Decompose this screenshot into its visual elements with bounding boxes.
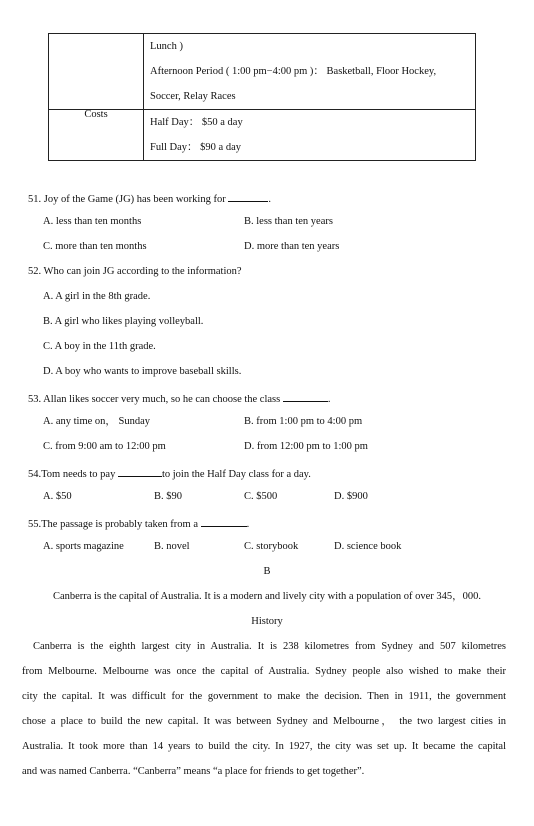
history-heading: History	[251, 616, 283, 627]
option-55-a: A. sports magazine	[43, 541, 124, 552]
table-line: Soccer, Relay Races	[150, 91, 236, 102]
history-line: chose a place to build the new capital. It was between Sydney and Melbourne， the two largest cities in	[22, 716, 506, 727]
table-line: Full Day： $90 a day	[150, 142, 241, 153]
schedule-table	[48, 33, 476, 161]
option-51-b: B. less than ten years	[244, 216, 333, 227]
option-53-a: A. any time on， Sunday	[43, 416, 151, 427]
answer-blank	[201, 517, 247, 527]
history-line: Canberra is the eighth largest city in Australia. It is 238 kilometres from Sydney and 507 kilometres	[33, 641, 506, 652]
option-52-a: A. A girl in the 8th grade.	[43, 291, 151, 302]
table-line: Lunch )	[150, 41, 183, 52]
option-54-b: B. $90	[154, 491, 183, 502]
option-53-b: B. from 1:00 pm to 4:00 pm	[244, 416, 363, 427]
option-51-a: A. less than ten months	[43, 216, 142, 227]
table-row	[49, 110, 476, 161]
table-line: Afternoon Period ( 1:00 pm−4:00 pm )： Basketball, Floor Hockey,	[150, 66, 437, 77]
option-52-c: C. A boy in the 11th grade.	[43, 341, 156, 352]
question-54-stem: 54.Tom needs to pay to join the Half Day class for a day.	[28, 469, 311, 480]
history-line: from Melbourne. Melbourne was once the capital of Australia. Sydney people also wished to make their	[22, 666, 506, 677]
table-line: Half Day： $50 a day	[150, 117, 243, 128]
table-cell-costs	[144, 110, 476, 161]
option-55-b: B. novel	[154, 541, 190, 552]
history-line: city the capital. It was difficult for the government to make the decision. Then in 1911, the government	[22, 691, 506, 702]
answer-blank	[118, 467, 162, 477]
option-52-b: B. A girl who likes playing volleyball.	[43, 316, 204, 327]
answer-blank	[228, 192, 268, 202]
answer-blank	[283, 392, 328, 402]
table-row	[49, 34, 476, 110]
table-cell-empty	[49, 34, 144, 110]
table-cell-schedule	[144, 34, 476, 110]
question-53-stem: 53. Allan likes soccer very much, so he can choose the class .	[28, 394, 331, 405]
question-52-stem: 52. Who can join JG according to the information?	[28, 266, 242, 277]
option-55-c: C. storybook	[244, 541, 299, 552]
option-54-a: A. $50	[43, 491, 72, 502]
option-54-c: C. $500	[244, 491, 278, 502]
question-55-stem: 55.The passage is probably taken from a .	[28, 519, 250, 530]
history-line: and was named Canberra. “Canberra” means “a place for friends to get together”.	[22, 766, 365, 777]
history-line: Australia. It took more than 14 years to build the city. In 1927, the city was set up. It became the capital	[22, 741, 506, 752]
costs-label: Costs	[49, 110, 144, 161]
option-51-d: D. more than ten years	[244, 241, 340, 252]
question-51-stem: 51. Joy of the Game (JG) has been working for .	[28, 194, 271, 205]
option-55-d: D. science book	[334, 541, 402, 552]
option-51-c: C. more than ten months	[43, 241, 147, 252]
option-53-d: D. from 12:00 pm to 1:00 pm	[244, 441, 368, 452]
option-53-c: C. from 9:00 am to 12:00 pm	[43, 441, 166, 452]
intro-paragraph: Canberra is the capital of Australia. It is a modern and lively city with a population of over 345，000.	[52, 591, 482, 602]
option-54-d: D. $900	[334, 491, 368, 502]
section-label: B	[263, 566, 271, 577]
option-52-d: D. A boy who wants to improve baseball skills.	[43, 366, 242, 377]
